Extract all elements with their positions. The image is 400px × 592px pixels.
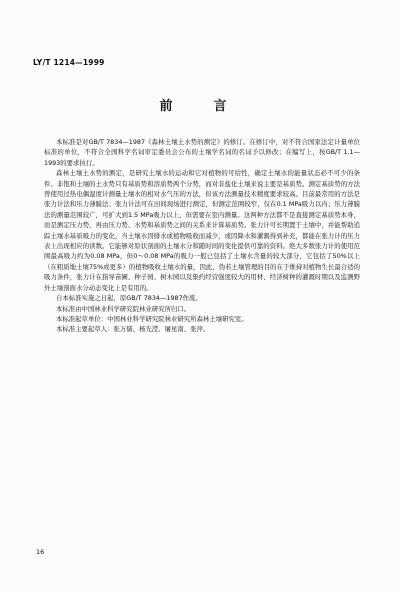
preface-body (44, 137, 360, 335)
paragraph-drafting-unit: 本标准起草单位：中国林业科学研究院林业研究所森林土壤研究室。 (56, 314, 248, 323)
page-title: 前 言 (159, 99, 241, 114)
paragraph-revision: 本标准是对GB/T 7834—1987《森林土壤土水势的测定》的修订。在修订中，对不符合国家法定计量单位标准的单位，不符合全国科学名词审定委员会公布的土壤学名词的名词予以修改；在编写上，按GB/T 1.1—1993的要求执行。 (44, 138, 360, 167)
paragraph-drafters: 本标准主要起草人：张万儒、杨光滢、屠星南、张萍。 (56, 325, 210, 334)
paragraph-supersedes: 自本标准实施之日起，原GB/T 7834—1987作废。 (56, 294, 202, 303)
page-number: 16 (36, 548, 45, 556)
paragraph-main: 森林土壤土水势的测定，是研究土壤水的运动和它对植物的可给性，确定土壤水的能量状态必不可少的条件。非饱和土壤的土水势只有基质势和溶质势两个分势，而对非盐化土壤来说主要是基质势。测定基质势的方法曾使用过热电偶湿度计测量土壤水的相对水气压的方法，但该方法测量技术精度要求较高。目前最常用的方法是张力计法和压力薄膜法；张力计法可在田间现场进行测定，但测定范围较窄，仅在0.1 MPa吸力以内；压力薄膜法的测量范围较广，可扩大到1.5 MPa吸力以上，但需要在室内测量。这两种方法都不是直接测定基质势本身，而是测定压力势，再由压力势、水势和基质势之间的关系来计算基质势。张力计可长期置于土壤中，并能帮助追踪土壤水基质吸力的变化，当土壤水因排水或植物吸收而减少，或因降水和灌溉得到补充，都能在张力计的压力表上出现相应的读数。它能够对原状剖面的土壤水分和随时间的变化提供可靠的资料。绝大多数张力计的使用范围最高吸力约为0.08 MPa，但0～0.08 MPa的吸力一般已包括了土壤水含量的较大部分，它包括了50%以上（在粗质地土壤75%或更多）的植物吸收土壤水的量，因此，伪若土壤管理的目的在于维持对植物生长最合适的吸力条件，张力计在指导苗圃、种子园、树木园以及集约经营强度较大的用材、经济树种的灌溉时期以及监测野外土壤剖面水分动态变化上是有用的。 (44, 169, 360, 292)
paragraph-administered-by: 本标准由中国林业科学研究院林业研究所归口。 (56, 304, 191, 313)
standard-code: LY/T 1214—1999 (33, 58, 105, 67)
